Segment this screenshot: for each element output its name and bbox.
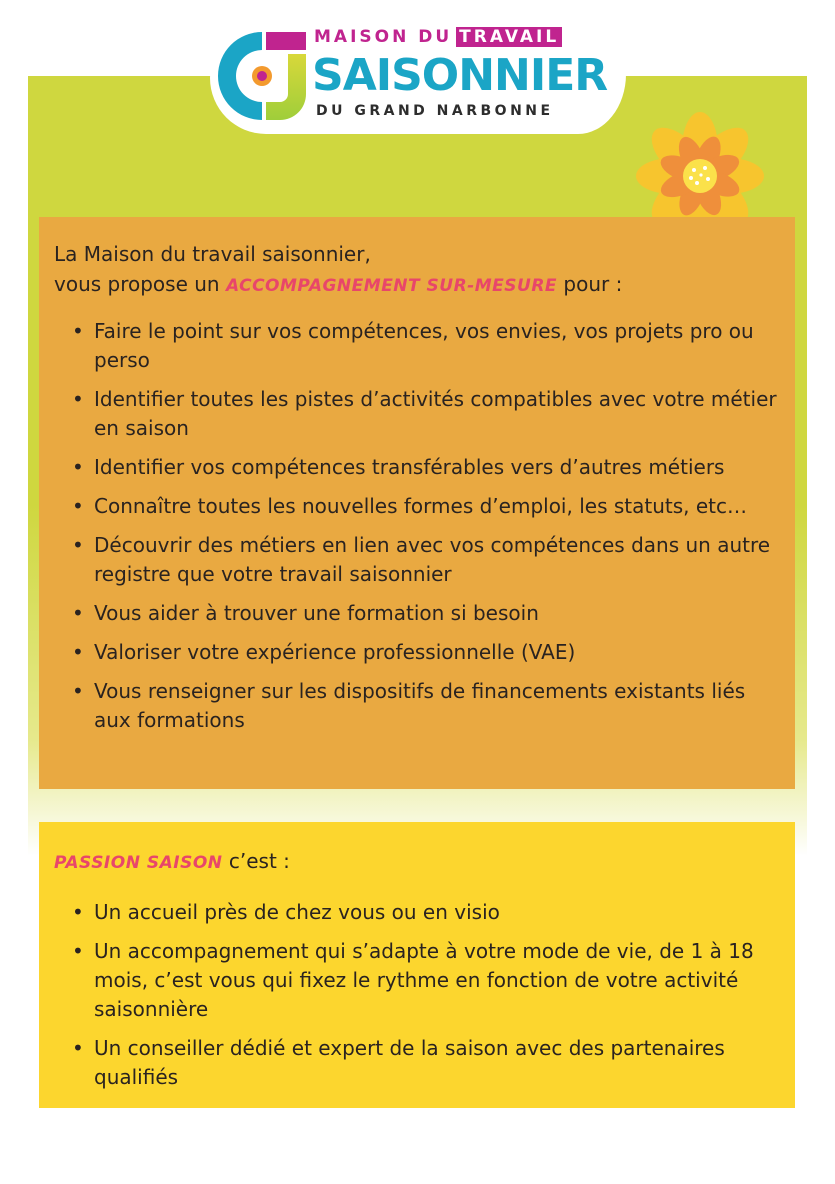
passion-list — [54, 898, 779, 1092]
list-item: • Connaître toutes les nouvelles formes d’emploi, les statuts, etc… — [54, 492, 779, 521]
logo-text-line1: MAISON DU TRAVAIL — [314, 27, 562, 49]
list-item: • Vous renseigner sur les dispositifs de financements existants liés aux formations — [54, 677, 779, 735]
list-item: • Identifier toutes les pistes d’activités compatibles avec votre métier en saison — [54, 385, 779, 443]
passion-saison-box — [39, 822, 795, 1108]
accent-text: ACCOMPAGNEMENT SUR-MESURE — [225, 276, 558, 296]
list-item: • Faire le point sur vos compétences, vos envies, vos projets pro ou perso — [54, 317, 779, 375]
list-item: • Un accueil près de chez vous ou en visio — [54, 898, 779, 927]
logo-text-line3: DU GRAND NARBONNE — [316, 103, 554, 119]
logo-mark-icon — [214, 28, 314, 124]
services-list — [54, 317, 779, 735]
services-box — [39, 217, 795, 789]
services-intro: La Maison du travail saisonnier, vous propose un ACCOMPAGNEMENT SUR-MESURE pour : — [54, 242, 623, 296]
logo-text-line2: SAISONNIER — [312, 50, 608, 101]
list-item: • Un accompagnement qui s’adapte à votre mode de vie, de 1 à 18 mois, c’est vous qui fixez le rythme en fonction de votre activité saisonnière — [54, 937, 779, 1024]
list-item: • Identifier vos compétences transférables vers d’autres métiers — [54, 453, 779, 482]
list-item: • Vous aider à trouver une formation si besoin — [54, 599, 779, 628]
accent-text: PASSION SAISON — [54, 853, 223, 873]
list-item: • Découvrir des métiers en lien avec vos compétences dans un autre registre que votre travail saisonnier — [54, 531, 779, 589]
passion-intro: PASSION SAISON c’est : — [54, 849, 290, 873]
list-item: • Valoriser votre expérience professionnelle (VAE) — [54, 638, 779, 667]
list-item: • Un conseiller dédié et expert de la saison avec des partenaires qualifiés — [54, 1034, 779, 1092]
